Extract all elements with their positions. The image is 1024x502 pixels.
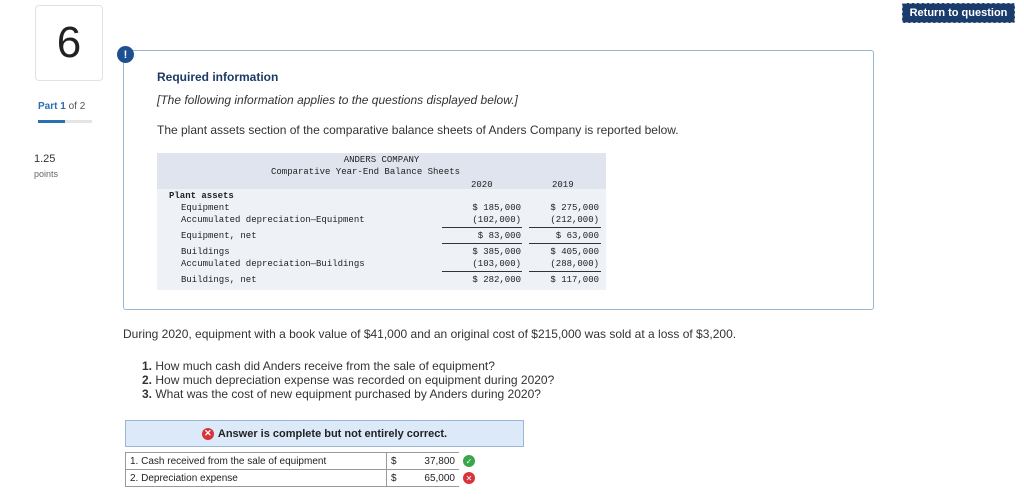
- intro-text: The plant assets section of the comparative balance sheets of Anders Company is reported below.: [157, 123, 679, 137]
- table-row: [157, 231, 606, 243]
- question-number: 6: [56, 18, 82, 67]
- points-label: points: [34, 169, 59, 179]
- question-number-box: [35, 5, 103, 81]
- row-label: Equipment: [181, 203, 230, 213]
- value-2019: (212,000): [550, 215, 599, 225]
- problem-statement: During 2020, equipment with a book value of $41,000 and an original cost of $215,000 was sold at a loss of $3,200.: [123, 327, 737, 341]
- total-rule: [529, 243, 601, 244]
- answer-label: 1. Cash received from the sale of equipment: [126, 453, 387, 470]
- answer-status-text: Answer is complete but not entirely correct.: [217, 427, 448, 440]
- value-2019: $ 117,000: [550, 275, 599, 285]
- balance-sheet-image: [157, 153, 606, 290]
- answer-amount: 37,800: [424, 455, 455, 467]
- section-label: Plant assets: [169, 191, 234, 201]
- value-2020: $ 385,000: [472, 247, 521, 257]
- part-label: Part 1: [38, 101, 66, 112]
- table-row: [126, 470, 478, 487]
- part-indicator: [38, 101, 85, 112]
- company-name: ANDERS COMPANY: [343, 155, 420, 165]
- question-num: 2.: [142, 373, 153, 387]
- value-2019: $ 405,000: [550, 247, 599, 257]
- x-circle-icon: ✕: [202, 428, 214, 440]
- question-num: 1.: [142, 359, 153, 373]
- part-progress-bar: [38, 120, 92, 123]
- question-text: How much cash did Anders receive from the sale of equipment?: [155, 359, 495, 373]
- return-to-question-button[interactable]: Return to question: [902, 3, 1015, 23]
- question-list: [142, 359, 554, 401]
- answer-label: 2. Depreciation expense: [126, 470, 387, 487]
- dollar-sign: $: [391, 455, 397, 467]
- row-label: Buildings, net: [181, 275, 257, 285]
- balance-sheet-subtitle: Comparative Year-End Balance Sheets: [271, 167, 461, 177]
- value-2020: $ 83,000: [477, 231, 521, 241]
- row-label: Buildings: [181, 247, 230, 257]
- required-info-title: Required information: [157, 70, 279, 84]
- part-of-label: of 2: [68, 101, 86, 112]
- value-2020: (103,000): [472, 259, 521, 269]
- answer-status-cell: [459, 453, 478, 470]
- year-2020-header: 2020: [471, 180, 493, 190]
- exclamation-icon: !: [117, 46, 134, 63]
- table-row: [157, 247, 606, 259]
- value-2019: $ 63,000: [555, 231, 599, 241]
- question-num: 3.: [142, 387, 153, 401]
- question-item: [142, 359, 554, 373]
- answer-status-banner: [125, 420, 524, 447]
- check-circle-icon: ✓: [463, 455, 475, 467]
- year-2019-header: 2019: [552, 180, 574, 190]
- value-2020: $ 185,000: [472, 203, 521, 213]
- answer-amount: 65,000: [424, 472, 455, 484]
- question-text: How much depreciation expense was recorded on equipment during 2020?: [155, 373, 555, 387]
- answer-value-cell[interactable]: [387, 470, 460, 487]
- row-label: Accumulated depreciation—Buildings: [181, 259, 365, 269]
- dollar-sign: $: [391, 472, 397, 484]
- row-label: Accumulated depreciation—Equipment: [181, 215, 365, 225]
- x-circle-icon: ✕: [463, 472, 475, 484]
- row-label: Equipment, net: [181, 231, 257, 241]
- subtotal-rule: [442, 227, 522, 228]
- value-2020: (102,000): [472, 215, 521, 225]
- table-row: [157, 203, 606, 215]
- value-2020: $ 282,000: [472, 275, 521, 285]
- section-row: [157, 191, 606, 203]
- value-2019: $ 275,000: [550, 203, 599, 213]
- total-rule: [442, 243, 522, 244]
- question-item: [142, 387, 554, 401]
- table-row: [157, 259, 606, 271]
- question-text: What was the cost of new equipment purchased by Anders during 2020?: [155, 387, 541, 401]
- subtotal-rule: [442, 271, 522, 272]
- points-value: 1.25: [34, 153, 56, 165]
- answer-table: [125, 452, 478, 487]
- answer-status-cell: [459, 470, 478, 487]
- question-item: [142, 373, 554, 387]
- answer-value-cell[interactable]: [387, 453, 460, 470]
- table-row: [126, 453, 478, 470]
- table-row: [157, 215, 606, 227]
- subtotal-rule: [529, 227, 601, 228]
- value-2019: (288,000): [550, 259, 599, 269]
- table-row: [157, 275, 606, 287]
- part-progress-fill: [38, 120, 65, 123]
- required-info-subtitle: [The following information applies to the questions displayed below.]: [157, 93, 518, 107]
- subtotal-rule: [529, 271, 601, 272]
